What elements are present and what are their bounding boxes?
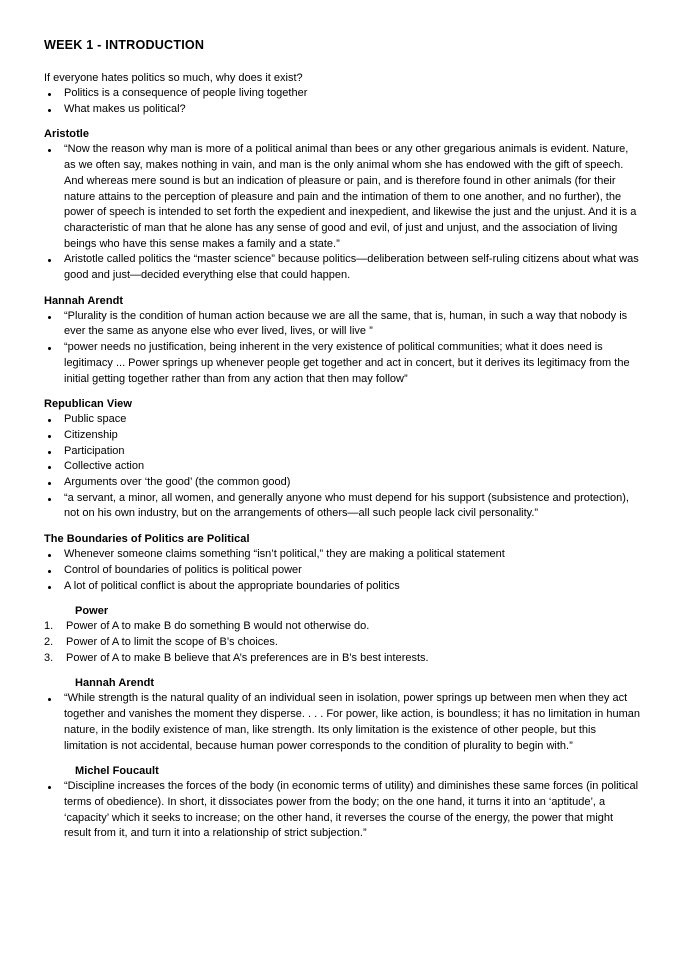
section-hannah-arendt-power [44, 675, 640, 754]
section-boundaries-of-politics [44, 531, 640, 594]
list-item: “Now the reason why man is more of a political animal than bees or any other gregarious animals is evident. Nature, as we often say, makes nothing in vain, and man is the only animal whom she has endowed with the gift of speech. And whereas mere sound is but an indication of pleasure or pain, and is therefore found in other animals (for their nature attains to the perception of pleasure and pain and the intimation of them to one another, and no further), the power of speech is intended to set forth the expedient and inexpedient, and likewise the just and the unjust. And it is a characteristic of man that he alone has any sense of good and evil, of just and unjust, and the association of living beings who have this sense makes a family and a state.” [44, 142, 640, 252]
list-item: Power of A to limit the scope of B’s choices. [66, 635, 278, 648]
list-item: “Plurality is the condition of human action because we are all the same, that is, human, in such a way that nobody is ever the same as anyone else who ever lived, lives, or will live ” [44, 309, 640, 340]
list-item: Power of A to make B believe that A’s preferences are in B’s best interests. [66, 651, 429, 664]
list-item: “power needs no justification, being inherent in the very existence of political communities; what it does need is legitimacy ... Power springs up whenever people get together and act in concert, but it derives its legitimacy from the initial getting together rather than from any action that then may follow” [44, 340, 640, 387]
section-michel-foucault [44, 763, 640, 842]
spacer [44, 387, 640, 396]
spacer [44, 117, 640, 126]
list-item: Control of boundaries of politics is political power [44, 563, 640, 579]
spacer [44, 754, 640, 763]
republican-view-bullet-list [44, 412, 640, 522]
section-heading-hannah-arendt: Hannah Arendt [44, 294, 124, 307]
aristotle-bullet-list [44, 142, 640, 283]
section-heading-power: Power [75, 605, 109, 618]
spacer [44, 594, 640, 603]
list-item: Collective action [44, 459, 640, 475]
arendt-power-bullet-list [44, 691, 640, 754]
list-item: Arguments over ‘the good’ (the common good) [44, 475, 640, 491]
boundaries-bullet-list [44, 547, 640, 594]
list-item: A lot of political conflict is about the appropriate boundaries of politics [44, 579, 640, 595]
list-item: Politics is a consequence of people living together [44, 86, 640, 102]
foucault-bullet-list [44, 779, 640, 842]
spacer [44, 284, 640, 293]
section-hannah-arendt [44, 293, 640, 388]
list-item: “Discipline increases the forces of the body (in economic terms of utility) and diminishes these same forces (in political terms of obedience). In short, it dissociates power from the body; on the one hand, it turns it into an ‘aptitude’, a ‘capacity’ which it seeks to increase; on the other hand, it reverses the course of the energy, the power that might result from it, and turn it into a relationship of strict subjection.” [44, 779, 640, 842]
list-item: “a servant, a minor, all women, and generally anyone who must depend for his support (subsistence and protection), not on his own industry, but on the arrangements of others—all such people lack civil personality.” [44, 491, 640, 522]
intro-lead-text: If everyone hates politics so much, why does it exist? [44, 72, 303, 84]
spacer [44, 522, 640, 531]
page-title: WEEK 1 - INTRODUCTION [44, 38, 205, 52]
section-heading-hannah-arendt-power: Hannah Arendt [75, 677, 155, 690]
section-heading-michel-foucault: Michel Foucault [75, 765, 159, 778]
section-republican-view [44, 396, 640, 522]
list-item: Public space [44, 412, 640, 428]
list-item: Citizenship [44, 428, 640, 444]
power-numbered-list [44, 619, 640, 666]
list-item: Participation [44, 444, 640, 460]
section-heading-aristotle: Aristotle [44, 128, 90, 141]
list-item: Aristotle called politics the “master science” because politics—deliberation between self-ruling citizens about what was good and just—decided everything else that could happen. [44, 252, 640, 283]
intro-bullet-list [44, 86, 640, 117]
arendt-bullet-list [44, 309, 640, 388]
section-aristotle [44, 126, 640, 283]
list-item: “While strength is the natural quality of an individual seen in isolation, power springs up between men when they act together and vanishes the moment they disperse. . . . For power, like action, is boundless; it has no limitation in human nature, in the bodily existence of man, like strength. Its only limitation is the existence of other people, but this limitation is not accidental, because human power corresponds to the condition of plurality to begin with.” [44, 691, 640, 754]
list-item: Power of A to make B do something B would not otherwise do. [66, 620, 370, 633]
section-power [44, 603, 640, 666]
section-heading-republican-view: Republican View [44, 398, 132, 411]
spacer [44, 666, 640, 675]
list-item: Whenever someone claims something “isn’t political,” they are making a political statement [44, 547, 640, 563]
list-item: What makes us political? [44, 102, 640, 118]
section-heading-boundaries-of-politics: The Boundaries of Politics are Political [44, 533, 250, 546]
